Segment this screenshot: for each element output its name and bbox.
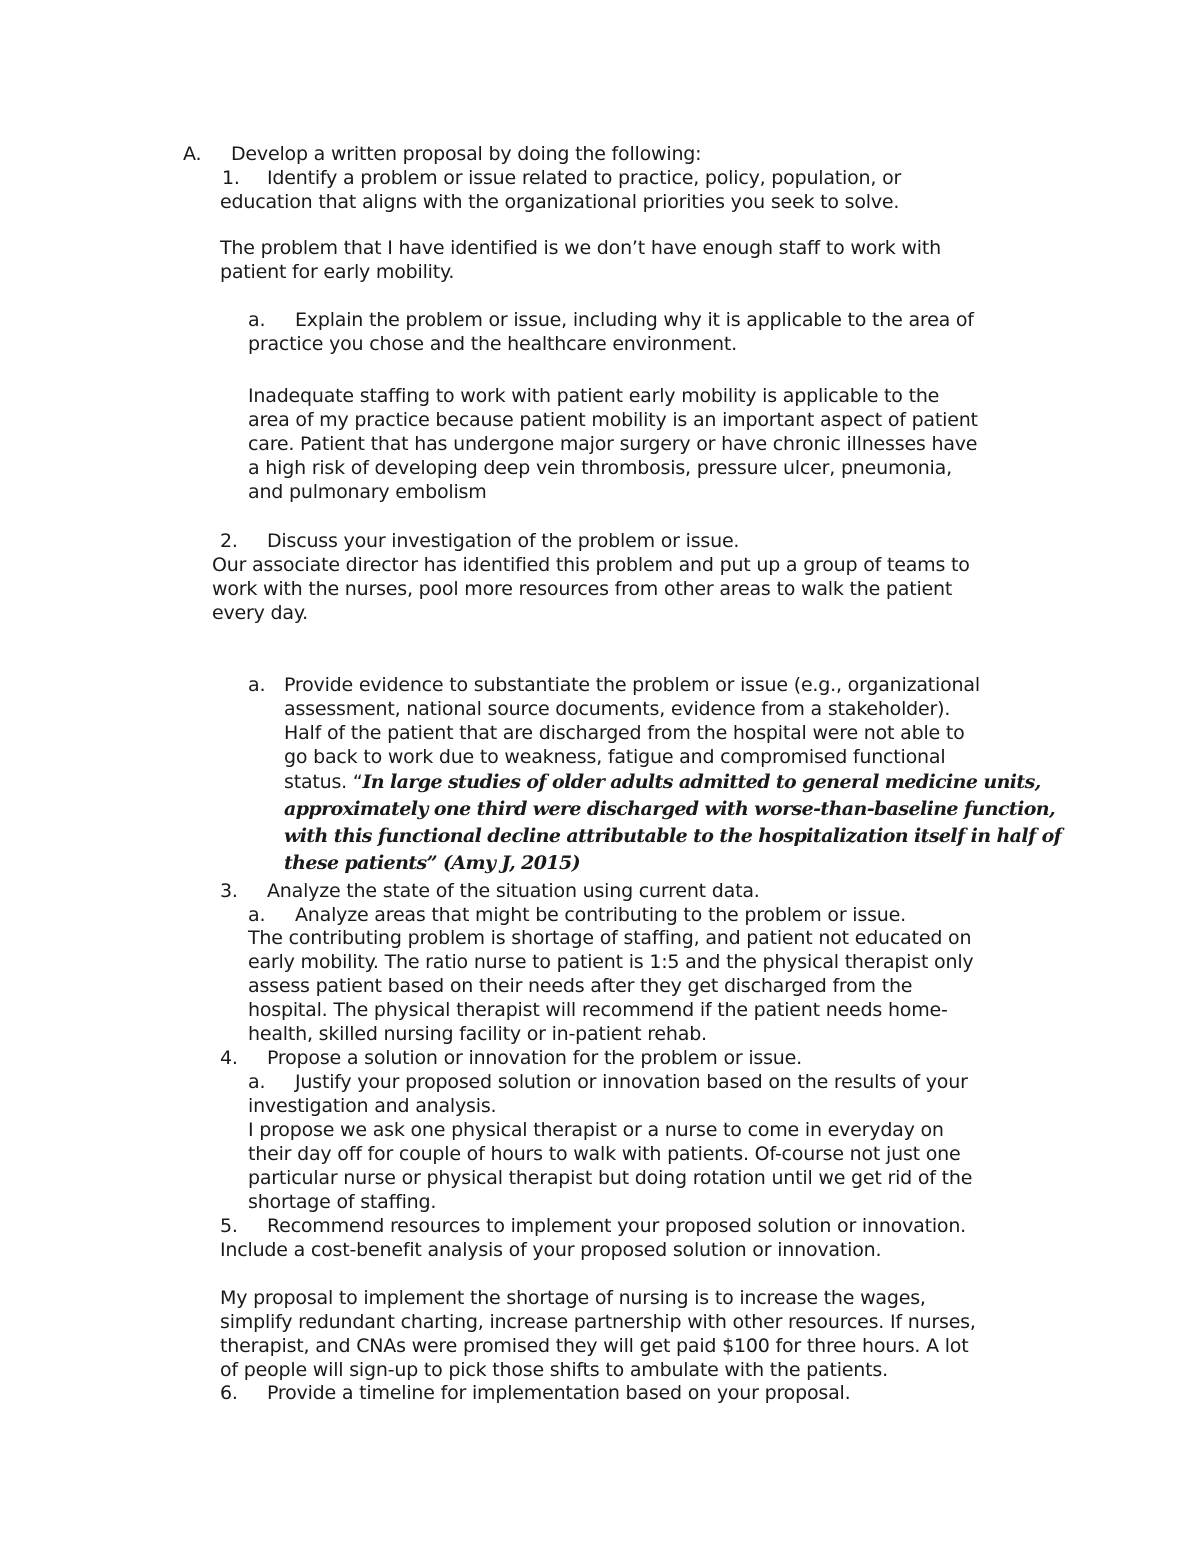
item4a-answer-line: shortage of staffing.: [248, 1191, 437, 1213]
item2a-marker: a.: [248, 674, 266, 696]
item4-prompt: Propose a solution or innovation for the problem or issue.: [267, 1047, 802, 1069]
item2-marker: 2.: [220, 530, 238, 552]
item4-marker: 4.: [220, 1047, 238, 1069]
item3-prompt: Analyze the state of the situation using current data.: [267, 880, 760, 902]
status-prefix: status. “: [284, 771, 363, 793]
item3-marker: 3.: [220, 880, 238, 902]
item1a-answer-line: and pulmonary embolism: [248, 481, 487, 503]
item3a-answer-line: hospital. The physical therapist will recommend if the patient needs home-: [248, 999, 948, 1021]
section-a-title: Develop a written proposal by doing the following:: [231, 143, 702, 165]
item1a-answer-line: Inadequate staffing to work with patient early mobility is applicable to the: [248, 385, 940, 407]
item1-answer-line: patient for early mobility.: [220, 261, 455, 283]
item1-marker: 1.: [222, 167, 240, 189]
item1a-answer-line: care. Patient that has undergone major surgery or have chronic illnesses have: [248, 433, 978, 455]
item4a-answer-line: particular nurse or physical therapist but doing rotation until we get rid of the: [248, 1167, 973, 1189]
item1-prompt-line: Identify a problem or issue related to practice, policy, population, or: [267, 167, 902, 189]
item3a-answer-line: The contributing problem is shortage of staffing, and patient not educated on: [248, 927, 972, 949]
section-a-marker: A.: [183, 143, 202, 165]
item4a-prompt-line: Justify your proposed solution or innovation based on the results of your: [295, 1071, 968, 1093]
item1a-marker: a.: [248, 309, 266, 331]
item4a-marker: a.: [248, 1071, 266, 1093]
item2-answer-line: every day.: [212, 602, 308, 624]
item5-answer-line: of people will sign-up to pick those shifts to ambulate with the patients.: [220, 1359, 888, 1381]
item2-answer-line: work with the nurses, pool more resources from other areas to walk the patient: [212, 578, 953, 600]
item1-prompt-line: education that aligns with the organizational priorities you seek to solve.: [220, 191, 900, 213]
item4a-answer-line: I propose we ask one physical therapist or a nurse to come in everyday on: [248, 1119, 944, 1141]
item4a-answer-line: their day off for couple of hours to walk with patients. Of-course not just one: [248, 1143, 961, 1165]
item5-answer-line: therapist, and CNAs were promised they will get paid $100 for three hours. A lot: [220, 1335, 969, 1357]
item4a-prompt-line: investigation and analysis.: [248, 1095, 497, 1117]
item3a-answer-line: early mobility. The ratio nurse to patient is 1:5 and the physical therapist only: [248, 951, 974, 973]
item1a-prompt-line: Explain the problem or issue, including why it is applicable to the area of: [295, 309, 974, 331]
item5-answer-line: simplify redundant charting, increase partnership with other resources. If nurses,: [220, 1311, 976, 1333]
quote-text: these patients” (Amy J, 2015): [284, 852, 580, 874]
item2a-line: assessment, national source documents, evidence from a stakeholder).: [284, 698, 951, 720]
item2a-line: Provide evidence to substantiate the problem or issue (e.g., organizational: [284, 674, 980, 696]
item1a-answer-line: a high risk of developing deep vein thrombosis, pressure ulcer, pneumonia,: [248, 457, 952, 479]
item2a-line: Half of the patient that are discharged from the hospital were not able to: [284, 722, 965, 744]
item3a-answer-line: health, skilled nursing facility or in-patient rehab.: [248, 1023, 707, 1045]
item5-marker: 5.: [220, 1215, 238, 1237]
item1a-answer-line: area of my practice because patient mobility is an important aspect of patient: [248, 409, 978, 431]
quote-text: with this functional decline attributable to the hospitalization itself in half of: [284, 825, 1062, 847]
item6-marker: 6.: [220, 1382, 238, 1404]
item3a-marker: a.: [248, 904, 266, 926]
item5-prompt-line: Recommend resources to implement your proposed solution or innovation.: [267, 1215, 967, 1237]
item3a-prompt: Analyze areas that might be contributing to the problem or issue.: [295, 904, 906, 926]
item2a-line: go back to work due to weakness, fatigue and compromised functional: [284, 746, 946, 768]
quote-text: approximately one third were discharged with worse-than-baseline function,: [284, 798, 1055, 820]
item5-answer-line: My proposal to implement the shortage of nursing is to increase the wages,: [220, 1287, 926, 1309]
quote-text: In large studies of older adults admitted to general medicine units,: [362, 771, 1041, 793]
item2-answer-line: Our associate director has identified this problem and put up a group of teams to: [212, 554, 970, 576]
item3a-answer-line: assess patient based on their needs after they get discharged from the: [248, 975, 913, 997]
item1-answer-line: The problem that I have identified is we don’t have enough staff to work with: [220, 237, 941, 259]
item1a-prompt-line: practice you chose and the healthcare environment.: [248, 333, 737, 355]
item6-prompt: Provide a timeline for implementation based on your proposal.: [267, 1382, 851, 1404]
item2-prompt: Discuss your investigation of the problem or issue.: [267, 530, 740, 552]
item5-prompt-line: Include a cost-benefit analysis of your proposed solution or innovation.: [220, 1239, 882, 1261]
item2a-status-line: [284, 770, 1041, 794]
